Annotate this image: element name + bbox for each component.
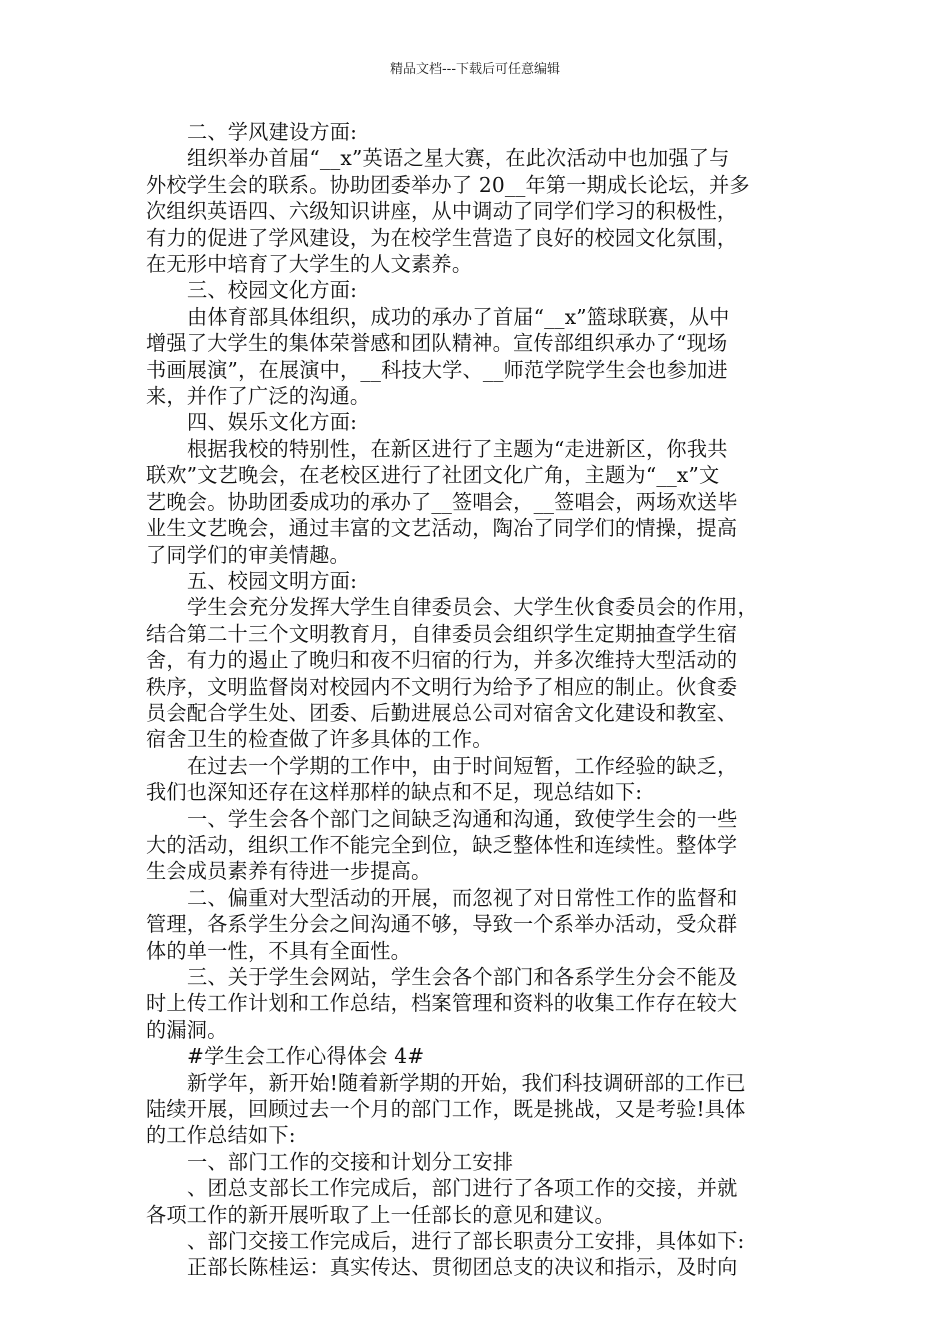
text-line: 、部门交接工作完成后，进行了部长职责分工安排，具体如下:: [187, 1229, 745, 1254]
text-line: 学生会充分发挥大学生自律委员会、大学生伙食委员会的作用，: [187, 595, 758, 620]
text-line: 员会配合学生处、团委、后勤进展总公司对宿舍文化建设和教室、: [146, 700, 738, 725]
text-line: 宿舍卫生的检查做了许多具体的工作。: [146, 727, 493, 752]
text-line: 正部长陈桂运：真实传达、贯彻团总支的决议和指示，及时向: [187, 1255, 738, 1280]
text-line: 时上传工作计划和工作总结，档案管理和资料的收集工作存在较大: [146, 991, 738, 1016]
text-line: 书画展演”，在展演中，__科技大学、__师范学院学生会也参加进: [146, 357, 728, 382]
text-line: 大的活动，组织工作不能完全到位，缺乏整体性和连续性。整体学: [146, 832, 738, 857]
text-line: 各项工作的新开展听取了上一任部长的意见和建议。: [146, 1202, 615, 1227]
text-line: 生会成员素养有待进一步提高。: [146, 859, 432, 884]
text-line: 一、部门工作的交接和计划分工安排: [187, 1149, 514, 1174]
text-line: 组织举办首届“__x”英语之星大赛，在此次活动中也加强了与: [187, 146, 730, 171]
text-line: 艺晚会。协助团委成功的承办了__签唱会，__签唱会，两场欢送毕: [146, 489, 738, 514]
text-line: 三、关于学生会网站，学生会各个部门和各系学生分会不能及: [187, 965, 738, 989]
text-line: 联欢”文艺晚会，在老校区进行了社团文化广角，主题为“__x”文: [146, 463, 720, 488]
text-line: #学生会工作心得体会 4#: [187, 1044, 425, 1069]
text-line: 陆续开展，回顾过去一个月的部门工作，既是挑战，又是考验!具体: [146, 1097, 746, 1122]
text-line: 我们也深知还存在这样那样的缺点和不足，现总结如下:: [146, 780, 643, 805]
text-line: 、团总支部长工作完成后，部门进行了各项工作的交接，并就: [187, 1176, 738, 1201]
text-line: 了同学们的审美情趣。: [146, 542, 350, 567]
page-header: 精品文档---下载后可任意编辑: [389, 62, 561, 77]
text-line: 新学年，新开始!随着新学期的开始，我们科技调研部的工作已: [187, 1070, 746, 1095]
text-line: 二、偏重对大型活动的开展，而忽视了对日常性工作的监督和: [187, 885, 738, 910]
text-line: 五、校园文明方面:: [187, 568, 358, 593]
text-line: 管理，各系学生分会之间沟通不够，导致一个系举办活动，受众群: [146, 912, 738, 937]
text-line: 来，并作了广泛的沟通。: [146, 384, 371, 409]
text-line: 的漏洞。: [146, 1017, 228, 1042]
text-line: 三、校园文化方面:: [187, 278, 358, 303]
text-line: 舍，有力的遏止了晚归和夜不归宿的行为，并多次维持大型活动的: [146, 648, 738, 673]
text-line: 根据我校的特别性，在新区进行了主题为“走进新区，你我共: [187, 436, 728, 461]
text-line: 次组织英语四、六级知识讲座，从中调动了同学们学习的积极性，: [146, 199, 738, 224]
text-line: 业生文艺晚会，通过丰富的文艺活动，陶冶了同学们的情操，提高: [146, 516, 738, 541]
text-line: 结合第二十三个文明教育月，自律委员会组织学生定期抽查学生宿: [146, 621, 738, 646]
text-line: 秩序，文明监督岗对校园内不文明行为给予了相应的制止。伙食委: [146, 674, 738, 699]
text-line: 的工作总结如下:: [146, 1123, 296, 1148]
text-line: 增强了大学生的集体荣誉感和团队精神。宣传部组织承办了“现场: [146, 331, 728, 356]
text-line: 二、学风建设方面:: [187, 120, 358, 144]
text-line: 一、学生会各个部门之间缺乏沟通和沟通，致使学生会的一些: [187, 806, 738, 831]
document-body: [146, 119, 810, 1281]
text-line: 有力的促进了学风建设，为在校学生营造了良好的校园文化氛围，: [146, 225, 738, 250]
text-line: 外校学生会的联系。协助团委举办了 20__年第一期成长论坛，并多: [146, 172, 750, 197]
text-line: 体的单一性，不具有全面性。: [146, 938, 412, 963]
text-line: 在过去一个学期的工作中，由于时间短暂，工作经验的缺乏，: [187, 753, 738, 778]
text-line: 由体育部具体组织，成功的承办了首届“__x”篮球联赛，从中: [187, 304, 730, 329]
text-line: 在无形中培育了大学生的人文素养。: [146, 252, 473, 277]
text-line: 四、娱乐文化方面:: [187, 410, 358, 435]
